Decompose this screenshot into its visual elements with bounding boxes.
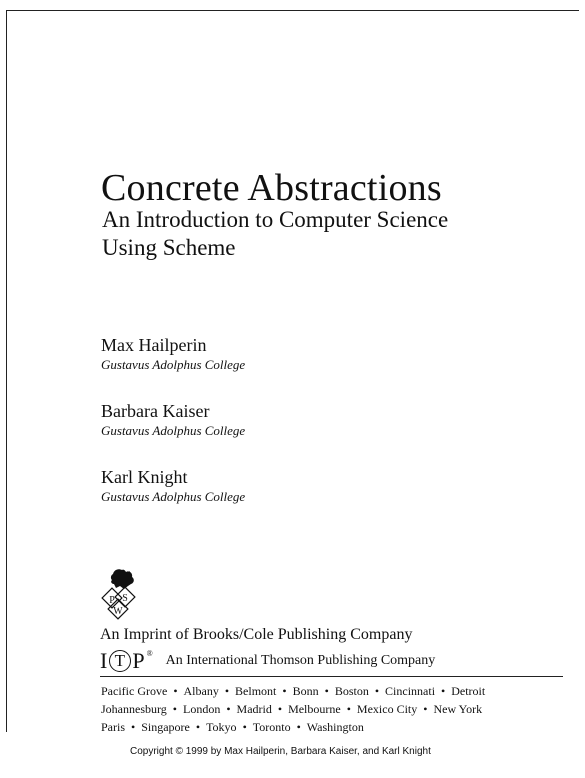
book-title: Concrete Abstractions	[101, 167, 442, 209]
city-list	[101, 682, 571, 736]
itp-logo-letter-t: T	[109, 650, 131, 672]
bullet-separator: •	[224, 684, 230, 698]
city-name: Melbourne	[288, 702, 341, 716]
city-name: Boston	[334, 684, 369, 698]
logo-letter-s: S	[122, 593, 128, 604]
author-affiliation: Gustavus Adolphus College	[101, 357, 246, 372]
bullet-separator: •	[324, 684, 329, 698]
city-name: Pacific Grove	[101, 684, 168, 698]
city-name: Bonn	[292, 684, 319, 698]
city-name: Toronto	[252, 720, 291, 734]
bullet-separator: •	[195, 720, 201, 734]
logo-letter-p: P	[109, 595, 115, 606]
registered-mark: ®	[146, 648, 154, 658]
page-frame-left-rule	[6, 10, 7, 732]
author-affiliation: Gustavus Adolphus College	[101, 489, 246, 504]
itp-row	[100, 648, 435, 674]
itp-logo-letter-p: P	[132, 648, 146, 673]
book-subtitle-line-1: An Introduction to Computer Science	[102, 207, 449, 232]
author-block	[101, 466, 245, 506]
itp-logo-icon	[100, 648, 154, 674]
city-name: Mexico City	[356, 702, 418, 716]
author-block	[101, 400, 245, 440]
city-line	[101, 718, 571, 736]
book-subtitle-line-2: Using Scheme	[102, 235, 236, 260]
city-name: Washington	[306, 720, 364, 734]
copyright-notice: Copyright © 1999 by Max Hailperin, Barbara Kaiser, and Karl Knight	[130, 746, 431, 757]
city-name: Tokyo	[206, 720, 237, 734]
bullet-separator: •	[173, 684, 178, 698]
bullet-separator: •	[282, 684, 287, 698]
bullet-separator: •	[296, 720, 301, 734]
logo-letter-w: W	[113, 606, 123, 617]
page-frame-top-rule	[6, 10, 579, 11]
author-affiliation: Gustavus Adolphus College	[101, 423, 246, 438]
city-line	[101, 682, 571, 700]
bullet-separator: •	[131, 720, 136, 734]
author-name: Barbara Kaiser	[101, 401, 210, 421]
bullet-separator: •	[277, 702, 283, 716]
author-name: Karl Knight	[101, 467, 188, 487]
city-name: Belmont	[235, 684, 277, 698]
city-name: Cincinnati	[385, 684, 436, 698]
itp-company-name: An International Thomson Publishing Company	[165, 653, 436, 668]
itp-logo-letter-i: I	[100, 648, 109, 673]
bullet-separator: •	[441, 684, 446, 698]
city-name: Paris	[101, 720, 125, 734]
author-name: Max Hailperin	[101, 335, 207, 355]
city-name: Albany	[183, 684, 219, 698]
publisher-logo-icon	[96, 566, 148, 622]
city-name: Johannesburg	[101, 702, 167, 716]
bullet-separator: •	[172, 702, 177, 716]
city-name: Detroit	[451, 684, 486, 698]
bullet-separator: •	[374, 684, 380, 698]
bullet-separator: •	[242, 720, 247, 734]
city-name: Singapore	[141, 720, 190, 734]
bullet-separator: •	[423, 702, 428, 716]
book-subtitle	[102, 206, 522, 262]
city-name: London	[182, 702, 221, 716]
author-block	[101, 334, 245, 374]
city-name: Madrid	[236, 702, 272, 716]
city-line	[101, 700, 571, 718]
bullet-separator: •	[226, 702, 231, 716]
imprint-line: An Imprint of Brooks/Cole Publishing Company	[100, 626, 413, 643]
city-name: New York	[433, 702, 483, 716]
publisher-divider	[100, 676, 563, 677]
bullet-separator: •	[346, 702, 351, 716]
